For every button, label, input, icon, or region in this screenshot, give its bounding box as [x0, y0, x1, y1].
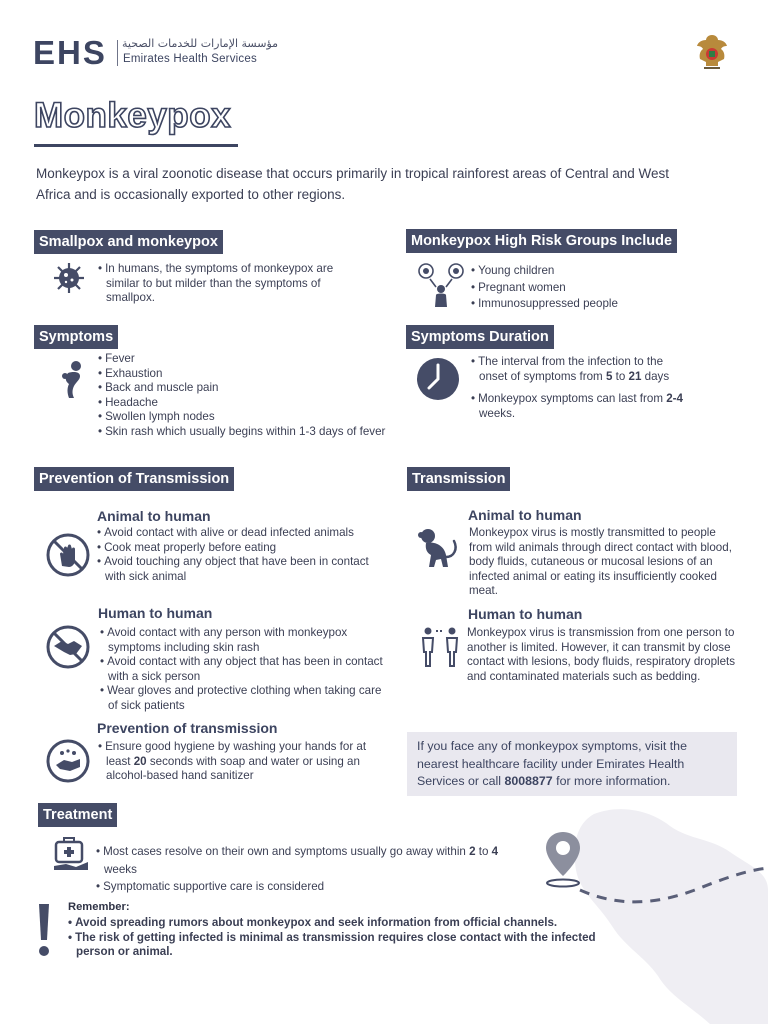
logo-divider [117, 40, 118, 66]
risk-groups-list [471, 263, 671, 313]
list-item: • Avoid contact with any object that has been in contact with a sick person [100, 655, 390, 684]
contact-callout [407, 732, 737, 796]
ehs-logo: EHS [33, 34, 107, 71]
duration-text: The interval from the infection to the onset of symptoms from [478, 355, 664, 383]
phone-number: 8008877 [504, 774, 553, 788]
duration-max: 21 [628, 369, 642, 383]
duration-min: 5 [605, 369, 613, 383]
prevention-hygiene-list [98, 740, 388, 784]
duration-text: to [612, 369, 629, 383]
list-item: • In humans, the symptoms of monkeypox are similar to but milder than the symptoms of smallpox. [98, 262, 368, 306]
list-item [96, 843, 516, 878]
prevention-human-list [100, 626, 390, 714]
list-item: • Avoid contact with alive or dead infected animals [97, 526, 387, 541]
list-item: • Symptomatic supportive care is considered [96, 878, 516, 896]
remember-heading: Remember: [68, 901, 130, 913]
treatment-max: 4 [491, 845, 499, 858]
no-touch-animal-icon [45, 532, 91, 578]
location-pin-icon [541, 830, 585, 888]
list-item: • Cook meat properly before eating [97, 541, 387, 556]
hygiene-text: seconds with soap and water or using an alcohol-based hand sanitizer [106, 754, 360, 783]
list-item: • Avoid spreading rumors about monkeypox and seek information from official channels. [68, 916, 608, 931]
list-item: • Wear gloves and protective clothing when taking care of sick patients [100, 684, 390, 713]
hand-washing-icon [45, 738, 91, 784]
emblem-icon [694, 32, 730, 72]
transmission-heading: Transmission [407, 467, 510, 491]
risk-groups-heading: Monkeypox High Risk Groups Include [406, 229, 677, 253]
list-item: • The risk of getting infected is minimal as transmission requires close contact with the infected person or animal. [68, 931, 608, 960]
transmission-human-text: Monkeypox virus is transmission from one person to another is limited. However, it can transmit by close contact with lesions, body fluids, respiratory droplets and contaminated materials such as bedding. [467, 626, 736, 683]
prevention-animal-heading: Animal to human [97, 508, 211, 524]
callout-text: for more information. [552, 774, 671, 788]
hygiene-seconds: 20 [133, 754, 147, 768]
list-item [471, 355, 691, 384]
list-item: • Avoid contact with any person with monkeypox symptoms including skin rash [100, 626, 390, 655]
duration-list [471, 355, 691, 421]
hygiene-text: Ensure good hygiene by washing your hands for at least [105, 740, 367, 768]
transmission-animal-heading: Animal to human [468, 507, 582, 523]
org-name-arabic: مؤسسة الإمارات للخدمات الصحية [122, 37, 279, 50]
duration-text: days [641, 369, 670, 383]
prevention-hygiene-heading: Prevention of transmission [97, 720, 278, 736]
list-item: • Skin rash which usually begins within 1-3 days of fever [98, 425, 418, 440]
callout-text: If you face any of monkeypox symptoms, visit the nearest healthcare facility under Emirates Health Services or call [417, 739, 687, 788]
smallpox-heading: Smallpox and monkeypox [34, 230, 223, 254]
list-item: • Headache [98, 396, 418, 411]
list-item [471, 392, 691, 421]
list-item: • Back and muscle pain [98, 381, 418, 396]
prevention-heading: Prevention of Transmission [34, 467, 234, 491]
list-item: • Fever [98, 352, 418, 367]
list-item: • Immunosuppressed people [471, 296, 671, 313]
remember-list [68, 916, 608, 960]
transmission-animal-text: Monkeypox virus is mostly transmitted to people from wild animals through direct contact with blood, body fluids, cutaneous or mucosal lesions of an infected animal or eating its insufficiently cooked meat. [469, 526, 732, 598]
duration-text: Monkeypox symptoms can last from [478, 392, 667, 406]
treatment-text: Most cases resolve on their own and symptoms usually go away within [103, 845, 470, 858]
symptoms-heading: Symptoms [34, 325, 118, 349]
list-item: • Pregnant women [471, 280, 671, 297]
duration-heading: Symptoms Duration [406, 325, 554, 349]
medical-kit-icon [52, 836, 90, 872]
list-item: • Young children [471, 263, 671, 280]
prevention-human-heading: Human to human [98, 605, 213, 621]
duration-text: weeks. [479, 406, 516, 420]
person-pain-icon [58, 360, 88, 400]
children-icon [416, 262, 468, 308]
symptoms-list [98, 352, 418, 440]
clock-icon [416, 357, 460, 401]
treatment-text: weeks [104, 862, 137, 876]
org-name-english: Emirates Health Services [123, 53, 257, 65]
duration-range: 2-4 [666, 392, 683, 406]
list-item [98, 740, 388, 784]
smallpox-list [98, 262, 368, 306]
people-icon [420, 626, 460, 668]
transmission-human-heading: Human to human [468, 606, 583, 622]
list-item: • Exhaustion [98, 367, 418, 382]
intro-text: Monkeypox is a viral zoonotic disease that occurs primarily in tropical rainforest areas of Central and West Africa and is occasionally exported to other regions. [36, 166, 670, 202]
page-title: Monkeypox [34, 96, 232, 135]
prevention-animal-list [97, 526, 387, 584]
treatment-min: 2 [469, 845, 476, 858]
list-item: • Swollen lymph nodes [98, 410, 418, 425]
exclamation-icon [36, 902, 52, 958]
monkey-icon [416, 527, 460, 569]
treatment-text: to [475, 845, 492, 858]
treatment-list [96, 843, 516, 896]
list-item: • Avoid touching any object that have been in contact with sick animal [97, 555, 387, 584]
treatment-heading: Treatment [38, 803, 117, 827]
virus-icon [52, 261, 86, 295]
no-handshake-icon [45, 624, 91, 670]
title-underline [34, 144, 238, 147]
